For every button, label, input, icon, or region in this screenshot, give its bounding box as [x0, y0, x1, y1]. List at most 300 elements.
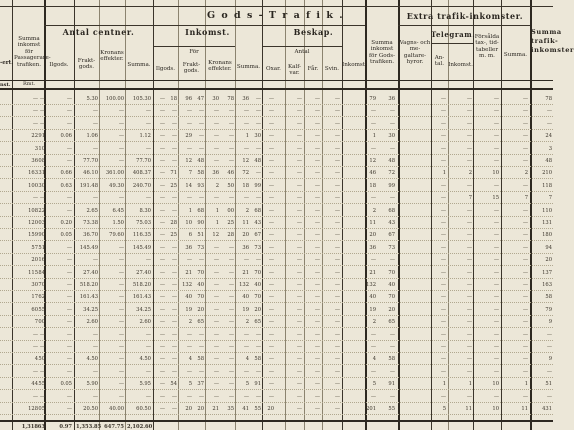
- table-cell: —: [522, 133, 528, 140]
- table-cell: 94: [545, 244, 552, 251]
- table-cell: —: [466, 96, 472, 102]
- table-cell: —: [389, 368, 395, 375]
- table-cell: —: [268, 158, 274, 164]
- table-cell: 50: [227, 182, 234, 189]
- table-cell: —: [228, 393, 234, 400]
- table-cell: 4: [245, 356, 249, 363]
- table-cell: —: [171, 133, 177, 140]
- table-cell: —: [314, 170, 320, 177]
- table-cell: 240.70: [132, 182, 151, 189]
- table-cell: —: [255, 344, 261, 350]
- table-cell: 54: [170, 381, 177, 388]
- table-cell: —: [466, 220, 472, 226]
- table-cell: —: [39, 368, 45, 375]
- row-rule: [0, 154, 553, 155]
- table-cell: 48: [545, 158, 552, 164]
- table-cell: —: [171, 282, 177, 288]
- table-cell: —: [39, 344, 45, 350]
- row-rule: [0, 253, 553, 254]
- table-cell: —: [314, 356, 320, 363]
- table-cell: —: [66, 257, 72, 264]
- table-cell: —: [268, 195, 274, 202]
- table-cell: 90: [197, 220, 204, 226]
- table-cell: —: [39, 108, 45, 115]
- table-cell: —: [334, 244, 340, 251]
- table-cell: —: [159, 406, 165, 412]
- table-cell: —: [243, 195, 249, 202]
- table-cell: —: [213, 344, 219, 350]
- table-cell: 55: [38, 381, 45, 388]
- table-cell: —: [92, 108, 98, 115]
- table-cell: —: [314, 306, 320, 313]
- table-cell: 20: [369, 232, 376, 239]
- row-rule: [0, 315, 553, 316]
- table-cell: —: [243, 393, 249, 400]
- table-cell: 1: [188, 207, 192, 214]
- table-cell: —: [466, 282, 472, 288]
- table-cell: 100: [28, 182, 38, 189]
- table-cell: —: [296, 220, 302, 226]
- table-cell: 48: [254, 158, 261, 164]
- table-cell: —: [466, 108, 472, 115]
- table-cell: 11: [521, 406, 528, 412]
- table-cell: —: [255, 170, 261, 177]
- inkomst-header: Inkomst.: [185, 27, 230, 37]
- extra-trafik-header: Extra trafik-inkomster.: [406, 11, 524, 21]
- table-cell: —: [440, 257, 446, 264]
- table-cell: 10: [38, 145, 45, 152]
- table-cell: 5: [188, 381, 192, 388]
- table-cell: —: [268, 207, 274, 214]
- table-cell: —: [159, 257, 165, 264]
- table-cell: —: [493, 269, 499, 276]
- table-cell: —: [228, 331, 234, 338]
- table-cell: —: [32, 344, 38, 350]
- table-cell: —: [118, 331, 124, 338]
- table-cell: 46: [227, 170, 234, 177]
- table-cell: —: [296, 96, 302, 102]
- table-cell: 25: [170, 182, 177, 189]
- table-cell: —: [186, 120, 192, 127]
- table-cell: —: [66, 108, 72, 115]
- table-cell: 46.10: [83, 170, 98, 177]
- table-cell: —: [228, 133, 234, 140]
- table-cell: —: [243, 145, 249, 152]
- table-cell: 11: [369, 220, 376, 226]
- table-cell: 6: [188, 232, 192, 239]
- table-cell: —: [334, 319, 340, 326]
- table-cell: 0.66: [60, 170, 72, 177]
- table-cell: —: [314, 294, 320, 301]
- table-cell: 70: [388, 269, 395, 276]
- table-cell: 00: [227, 207, 234, 214]
- table-cell: 68: [197, 207, 204, 214]
- table-cell: —: [198, 393, 204, 400]
- table-cell: —: [66, 244, 72, 251]
- table-cell: —: [493, 220, 499, 226]
- table-cell: —: [370, 344, 376, 350]
- table-cell: 361.00: [105, 170, 124, 177]
- telegram-header: Telegram.: [431, 30, 476, 39]
- table-cell: —: [296, 344, 302, 350]
- table-cell: —: [198, 108, 204, 115]
- table-cell: —: [66, 406, 72, 412]
- table-cell: 2: [245, 319, 249, 326]
- table-cell: 0.05: [60, 381, 72, 388]
- table-cell: 31: [38, 170, 45, 177]
- table-cell: —: [440, 282, 446, 288]
- table-cell: 37: [197, 381, 204, 388]
- table-cell: —: [118, 244, 124, 251]
- summa-inkomst-passagerare-header: Summa inkomst för Passagerare-trafiken.: [14, 36, 51, 68]
- table-cell: 78: [545, 96, 552, 102]
- table-cell: 20: [254, 306, 261, 313]
- table-cell: —: [213, 306, 219, 313]
- table-cell: —: [314, 319, 320, 326]
- table-cell: —: [32, 331, 38, 338]
- table-cell: —: [118, 294, 124, 301]
- table-cell: —: [171, 269, 177, 276]
- table-cell: 71: [170, 170, 177, 177]
- table-cell: —: [118, 319, 124, 326]
- ilgods-header: Ilgods.: [49, 62, 69, 68]
- table-cell: —: [243, 344, 249, 350]
- table-cell: —: [546, 120, 552, 127]
- table-cell: —: [118, 269, 124, 276]
- table-cell: 7: [34, 319, 38, 326]
- table-cell: 3: [34, 145, 38, 152]
- table-cell: —: [159, 368, 165, 375]
- table-cell: —: [440, 356, 446, 363]
- table-cell: 30: [212, 96, 219, 102]
- table-cell: 65: [254, 319, 261, 326]
- table-cell: —: [296, 356, 302, 363]
- table-cell: —: [66, 331, 72, 338]
- table-cell: —: [334, 108, 340, 115]
- table-cell: 20: [388, 306, 395, 313]
- table-cell: —: [296, 406, 302, 412]
- table-cell: —: [389, 344, 395, 350]
- table-cell: —: [314, 120, 320, 127]
- table-cell: 96: [185, 96, 192, 102]
- table-cell: 36: [242, 244, 249, 251]
- table-cell: 91: [254, 381, 261, 388]
- table-cell: 43: [254, 220, 261, 226]
- table-cell: —: [66, 368, 72, 375]
- table-cell: 4: [188, 356, 192, 363]
- table-cell: —: [522, 368, 528, 375]
- table-cell: 11: [465, 406, 472, 412]
- table-cell: —: [171, 120, 177, 127]
- table-cell: 2: [524, 170, 528, 177]
- total-cell: 2,102.60: [127, 424, 153, 430]
- kalfvar-header: Kalf-var.: [287, 64, 302, 77]
- table-cell: —: [466, 306, 472, 313]
- table-cell: —: [145, 195, 151, 202]
- table-cell: —: [466, 294, 472, 301]
- table-cell: 8.30: [139, 207, 151, 214]
- table-cell: —: [228, 244, 234, 251]
- table-cell: —: [255, 393, 261, 400]
- table-cell: —: [255, 257, 261, 264]
- table-cell: —: [440, 145, 446, 152]
- table-cell: —: [466, 368, 472, 375]
- table-cell: —: [198, 133, 204, 140]
- summa-trafik-header: Summa trafik-inkomster: [531, 28, 574, 54]
- table-cell: —: [213, 269, 219, 276]
- table-cell: 22: [31, 133, 38, 140]
- table-cell: 159: [28, 232, 38, 239]
- ilgods-inkomst-header: Ilgods.: [155, 66, 176, 72]
- table-cell: —: [32, 393, 38, 400]
- table-cell: —: [198, 331, 204, 338]
- table-cell: —: [296, 207, 302, 214]
- table-cell: —: [314, 244, 320, 251]
- table-cell: —: [314, 232, 320, 239]
- table-cell: —: [66, 120, 72, 127]
- table-cell: 20.50: [83, 406, 98, 412]
- table-cell: —: [370, 368, 376, 375]
- table-cell: 41: [242, 406, 249, 412]
- table-cell: —: [171, 319, 177, 326]
- table-cell: 58: [254, 356, 261, 363]
- table-cell: —: [522, 207, 528, 214]
- table-cell: —: [296, 120, 302, 127]
- table-cell: —: [159, 331, 165, 338]
- table-cell: —: [118, 195, 124, 202]
- table-cell: —: [334, 269, 340, 276]
- table-cell: —: [334, 158, 340, 164]
- table-cell: —: [493, 294, 499, 301]
- table-cell: 12: [369, 158, 376, 164]
- table-cell: —: [334, 182, 340, 189]
- table-cell: 4: [34, 356, 38, 363]
- table-cell: —: [296, 244, 302, 251]
- table-cell: —: [296, 282, 302, 288]
- table-cell: —: [171, 257, 177, 264]
- table-cell: —: [118, 257, 124, 264]
- table-cell: —: [440, 133, 446, 140]
- table-cell: 105.30: [132, 96, 151, 102]
- table-cell: —: [145, 368, 151, 375]
- table-cell: 30: [31, 282, 38, 288]
- table-cell: —: [296, 133, 302, 140]
- table-cell: 72: [388, 170, 395, 177]
- table-cell: —: [145, 393, 151, 400]
- table-cell: 72: [242, 170, 249, 177]
- table-cell: 51: [545, 381, 552, 388]
- table-cell: —: [159, 344, 165, 350]
- table-cell: —: [213, 294, 219, 301]
- table-cell: —: [546, 331, 552, 338]
- table-cell: —: [159, 381, 165, 388]
- table-cell: 180: [542, 232, 552, 239]
- table-cell: 51: [197, 232, 204, 239]
- table-cell: 90: [38, 232, 45, 239]
- row-rule: [0, 302, 553, 303]
- table-cell: —: [268, 319, 274, 326]
- table-cell: —: [118, 158, 124, 164]
- table-cell: 137: [542, 269, 552, 276]
- table-cell: —: [213, 282, 219, 288]
- table-cell: —: [186, 108, 192, 115]
- table-cell: —: [228, 319, 234, 326]
- table-cell: —: [159, 393, 165, 400]
- table-cell: —: [159, 145, 165, 152]
- summa-extra-header: Summa.: [503, 52, 528, 58]
- table-cell: 1: [468, 381, 472, 388]
- table-cell: —: [493, 158, 499, 164]
- table-cell: —: [370, 120, 376, 127]
- table-cell: —: [296, 257, 302, 264]
- table-cell: —: [314, 393, 320, 400]
- table-cell: —: [268, 306, 274, 313]
- table-cell: 10: [492, 406, 499, 412]
- table-cell: 2: [372, 207, 376, 214]
- table-cell: 5: [245, 381, 249, 388]
- table-cell: —: [198, 195, 204, 202]
- table-cell: 1: [442, 381, 446, 388]
- table-cell: —: [159, 120, 165, 127]
- row-rule: [0, 364, 553, 365]
- table-cell: —: [493, 282, 499, 288]
- table-cell: —: [546, 393, 552, 400]
- table-cell: —: [66, 282, 72, 288]
- table-cell: 58: [197, 356, 204, 363]
- row-rule: [0, 265, 553, 266]
- table-cell: —: [334, 232, 340, 239]
- table-cell: 110: [542, 207, 552, 214]
- table-cell: —: [171, 158, 177, 164]
- table-cell: —: [39, 393, 45, 400]
- table-cell: —: [171, 306, 177, 313]
- table-cell: —: [228, 257, 234, 264]
- table-cell: 115: [28, 269, 38, 276]
- table-cell: 21: [185, 269, 192, 276]
- row-rule: [0, 290, 553, 291]
- table-cell: —: [466, 207, 472, 214]
- table-cell: —: [314, 195, 320, 202]
- table-cell: 24: [545, 133, 552, 140]
- row-rule: [0, 414, 553, 415]
- table-cell: 21: [242, 269, 249, 276]
- table-cell: 40.00: [109, 406, 124, 412]
- table-cell: —: [268, 220, 274, 226]
- table-cell: 20: [545, 257, 552, 264]
- table-cell: —: [440, 220, 446, 226]
- table-cell: 0.06: [60, 133, 72, 140]
- table-cell: 44: [31, 381, 38, 388]
- table-cell: —: [522, 331, 528, 338]
- table-cell: —: [66, 306, 72, 313]
- table-cell: —: [334, 406, 340, 412]
- table-cell: 19: [369, 306, 376, 313]
- table-cell: 518.20: [132, 282, 151, 288]
- table-cell: 18: [369, 182, 376, 189]
- table-cell: —: [145, 120, 151, 127]
- table-cell: —: [268, 331, 274, 338]
- table-cell: 2.60: [86, 319, 98, 326]
- table-cell: —: [268, 356, 274, 363]
- summa-gods-header: Summa inkomst för Gods-trafiken.: [368, 40, 396, 66]
- table-cell: —: [314, 406, 320, 412]
- table-cell: —: [493, 356, 499, 363]
- table-cell: 60: [31, 306, 38, 313]
- table-cell: —: [171, 331, 177, 338]
- total-cell: 647.75: [104, 424, 124, 430]
- table-cell: —: [228, 368, 234, 375]
- table-cell: —: [159, 182, 165, 189]
- table-cell: 70: [254, 269, 261, 276]
- table-cell: —: [159, 195, 165, 202]
- table-cell: 43: [388, 220, 395, 226]
- table-cell: —: [493, 207, 499, 214]
- table-cell: 2.60: [139, 319, 151, 326]
- table-cell: —: [243, 108, 249, 115]
- table-cell: 1: [215, 220, 219, 226]
- table-cell: —: [493, 133, 499, 140]
- table-cell: 36: [369, 244, 376, 251]
- table-cell: —: [314, 344, 320, 350]
- table-cell: 91: [388, 381, 395, 388]
- table-cell: 1: [524, 381, 528, 388]
- table-cell: —: [522, 145, 528, 152]
- table-cell: 0.20: [60, 220, 72, 226]
- table-cell: —: [440, 344, 446, 350]
- table-cell: —: [334, 331, 340, 338]
- table-cell: 08: [38, 158, 45, 164]
- table-cell: 27.40: [83, 269, 98, 276]
- table-cell: —: [314, 158, 320, 164]
- table-cell: —: [159, 269, 165, 276]
- telegram-inkomst-header: Inkomst.: [448, 62, 473, 68]
- table-cell: 65: [197, 319, 204, 326]
- table-cell: 0.63: [60, 182, 72, 189]
- table-cell: —: [228, 282, 234, 288]
- table-cell: —: [159, 96, 165, 102]
- table-cell: 40: [388, 282, 395, 288]
- table-cell: 36: [212, 170, 219, 177]
- table-cell: —: [268, 282, 274, 288]
- table-cell: 7: [468, 195, 472, 202]
- table-cell: —: [466, 158, 472, 164]
- table-cell: —: [228, 158, 234, 164]
- table-cell: —: [171, 368, 177, 375]
- table-cell: 20: [267, 406, 274, 412]
- table-cell: 75.03: [136, 220, 151, 226]
- table-cell: 55: [388, 406, 395, 412]
- table-cell: —: [466, 182, 472, 189]
- table-cell: —: [493, 244, 499, 251]
- table-cell: 55: [254, 406, 261, 412]
- table-cell: 79: [369, 96, 376, 102]
- table-cell: 73: [197, 244, 204, 251]
- row-rule: [0, 116, 553, 117]
- table-cell: —: [268, 232, 274, 239]
- table-cell: —: [243, 368, 249, 375]
- table-cell: 29: [185, 133, 192, 140]
- table-cell: —: [440, 158, 446, 164]
- row-rule: [0, 278, 553, 279]
- table-cell: 11: [242, 220, 249, 226]
- table-cell: —: [440, 244, 446, 251]
- table-cell: —: [228, 108, 234, 115]
- table-cell: —: [213, 108, 219, 115]
- table-cell: 120: [28, 220, 38, 226]
- table-cell: 19: [185, 306, 192, 313]
- table-cell: —: [213, 133, 219, 140]
- table-cell: 50: [38, 356, 45, 363]
